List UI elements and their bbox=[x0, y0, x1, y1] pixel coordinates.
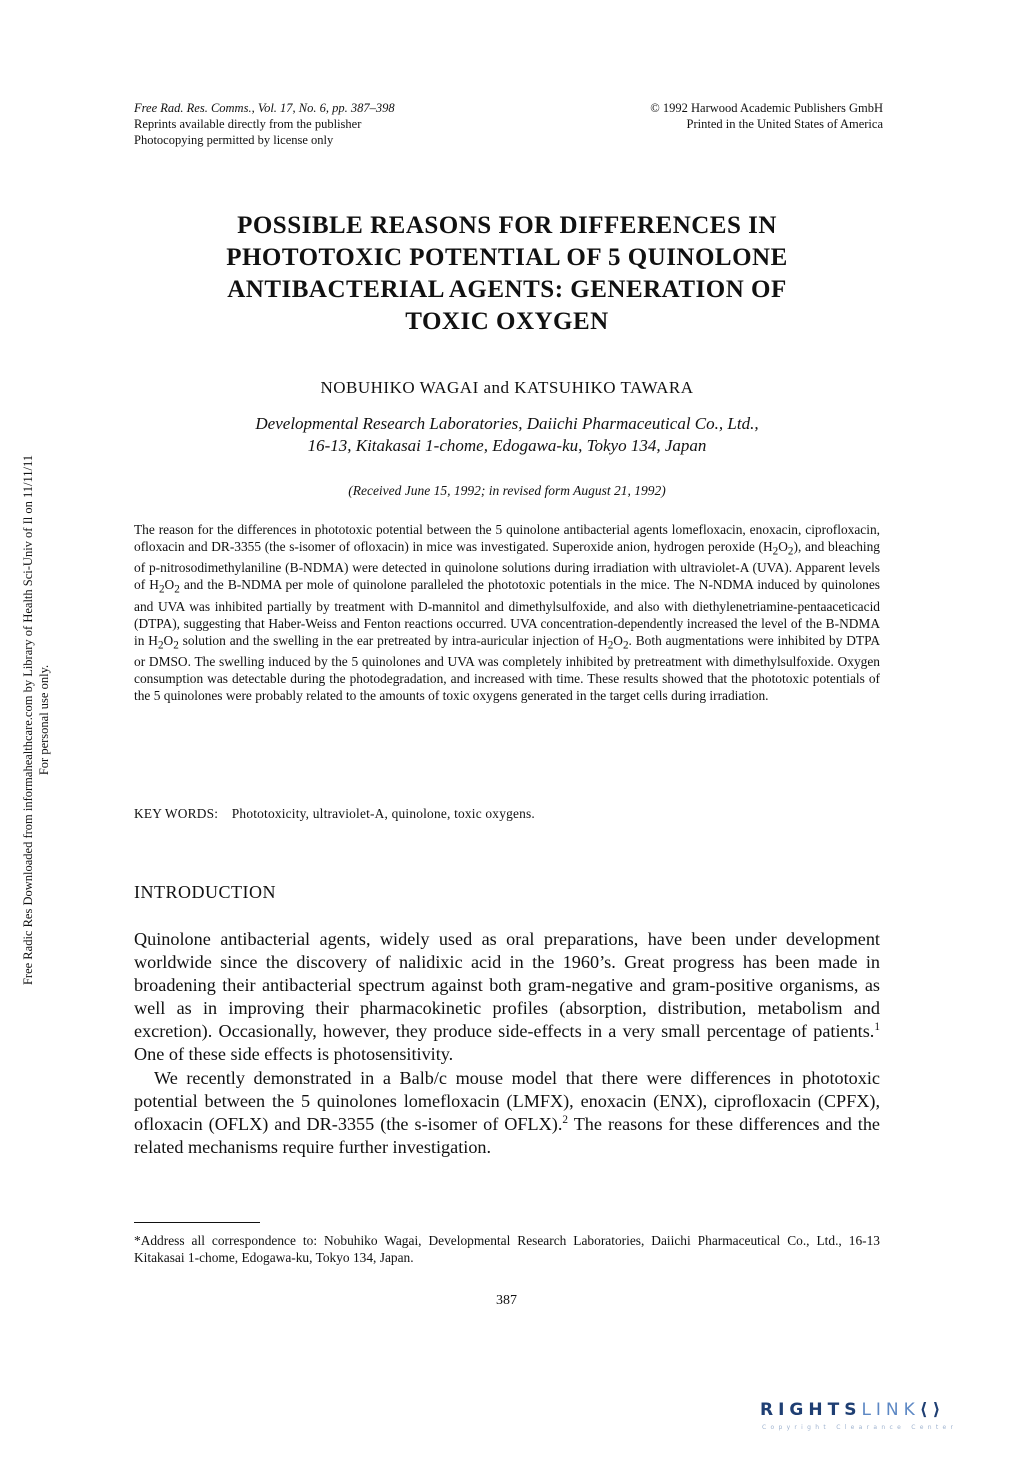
watermark-line-1: Free Radic Res Downloaded from informahealthcare.com by Library of Health Sci-Univ of Il on 11/11/11 bbox=[21, 454, 35, 986]
rightslink-chevron-icon: ⟨⟩ bbox=[919, 1400, 946, 1420]
keywords bbox=[134, 806, 880, 822]
title-line: POSSIBLE REASONS FOR DIFFERENCES IN bbox=[237, 212, 777, 239]
download-watermark bbox=[20, 360, 52, 1080]
abstract: The reason for the differences in phototoxic potential between the 5 quinolone antibacterial agents lomefloxacin, enoxacin, ciprofloxacin, ofloxacin and DR-3355 (the s-isomer of ofloxacin) in mice was investigated. Superoxide anion, hydrogen peroxide $(H_2O_2)$, and bleaching of p-nitrosodimethylaniline (B-NDMA) were detected in quinolone solutions during irradiation with ultraviolet-A (UVA). Apparent levels of $H_2O_2$ and the B-NDMA per mole of quinolone paralleled the phototoxic potentials in the mice. The N-NDMA induced by quinolones and UVA was inhibited partially by treatment with D-mannitol and dimethylsulfoxide, and also with diethylenetriamine-pentaaceticacid (DTPA), suggesting that Haber-Weiss and Fenton reactions occurred. UVA concentration-dependently increased the level of the B-NDMA in $H_2O_2$ solution and the swelling in the ear pretreated by intra-auricular injection of $H_2O_2$. Both augmentations were inhibited by DTPA or DMSO. The swelling induced by the 5 quinolones and UVA was completely inhibited by pretreatment with dimethylsulfoxide. Oxygen consumption was detectable during the photodegradation, and increased with time. These results showed that the phototoxic potentials of the 5 quinolones were probably related to the amounts of toxic oxygens generated in the target cells during irradiation. bbox=[134, 522, 881, 704]
rightslink-subtitle: Copyright Clearance Center bbox=[762, 1424, 958, 1431]
received-dates: (Received June 15, 1992; in revised form August 21, 1992) bbox=[348, 483, 666, 498]
article-title bbox=[134, 210, 880, 338]
citation-ref: 2 bbox=[562, 1113, 569, 1126]
journal-citation bbox=[134, 100, 395, 148]
authors bbox=[134, 378, 880, 398]
affiliation-line: Developmental Research Laboratories, Daiichi Pharmaceutical Co., Ltd., bbox=[255, 414, 759, 433]
keywords-label: KEY WORDS: bbox=[134, 806, 219, 821]
rightslink-logo[interactable] bbox=[760, 1400, 945, 1420]
title-line: PHOTOTOXIC POTENTIAL OF 5 QUINOLONE bbox=[226, 244, 788, 271]
title-line: TOXIC OXYGEN bbox=[405, 308, 609, 335]
printed-line: Printed in the United States of America bbox=[686, 117, 883, 131]
watermark-line-2: For personal use only. bbox=[37, 664, 51, 776]
rightslink-rights: RIGHTS bbox=[760, 1400, 862, 1420]
section-heading: INTRODUCTION bbox=[134, 882, 276, 902]
correspondence-footnote: *Address all correspondence to: Nobuhiko Wagai, Developmental Research Laboratories, Daiichi Pharmaceutical Co., Ltd., 16-13 Kitakasai 1-chome, Edogawa-ku, Tokyo 134, Japan. bbox=[134, 1233, 880, 1265]
author-conjunction: and bbox=[483, 378, 510, 397]
affiliation-line: 16-13, Kitakasai 1-chome, Edogawa-ku, Tokyo 134, Japan bbox=[307, 436, 707, 455]
citation-ref: 1 bbox=[874, 1021, 880, 1034]
copyright-notice bbox=[650, 100, 883, 132]
copyright-line: © 1992 Harwood Academic Publishers GmbH bbox=[650, 101, 883, 115]
rightslink-link: LINK bbox=[861, 1400, 920, 1420]
title-line: ANTIBACTERIAL AGENTS: GENERATION OF bbox=[227, 276, 787, 303]
reprints-line: Reprints available directly from the publisher bbox=[134, 117, 362, 131]
author-1: NOBUHIKO WAGAI bbox=[320, 378, 479, 397]
paragraph: We recently demonstrated in a Balb/c mouse model that there were differences in phototoxic potential between the 5 quinolones lomefloxacin (LMFX), enoxacin (ENX), ciprofloxacin (CPFX), ofloxacin (OFLX) and DR-3355 (the s-isomer of OFLX).$^2$ The reasons for these differences and the related mechanisms require further investigation. bbox=[134, 1067, 881, 1157]
page-number: 387 bbox=[496, 1293, 517, 1308]
introduction-body bbox=[134, 928, 880, 1159]
paragraph: Quinolone antibacterial agents, widely used as oral preparations, have been under development worldwide since the discovery of nalidixic acid in the 1960’s. Great progress has been made in broadening their antibacterial spectrum against both gram-negative and gram-positive organisms, as well as in improving their pharmacokinetic profiles (absorption, distribution, metabolism and excretion). Occasionally, however, they produce side-effects in a very small percentage of patients.$^1$ One of these side effects is photosensitivity. bbox=[134, 929, 880, 1065]
keywords-text: Phototoxicity, ultraviolet-A, quinolone, toxic oxygens. bbox=[231, 806, 535, 821]
photocopy-line: Photocopying permitted by license only bbox=[134, 133, 334, 147]
affiliation bbox=[134, 413, 880, 457]
author-2: KATSUHIKO TAWARA bbox=[514, 378, 694, 397]
footnote-divider bbox=[134, 1222, 260, 1223]
citation-line: Free Rad. Res. Comms., Vol. 17, No. 6, pp. 387–398 bbox=[134, 101, 395, 115]
